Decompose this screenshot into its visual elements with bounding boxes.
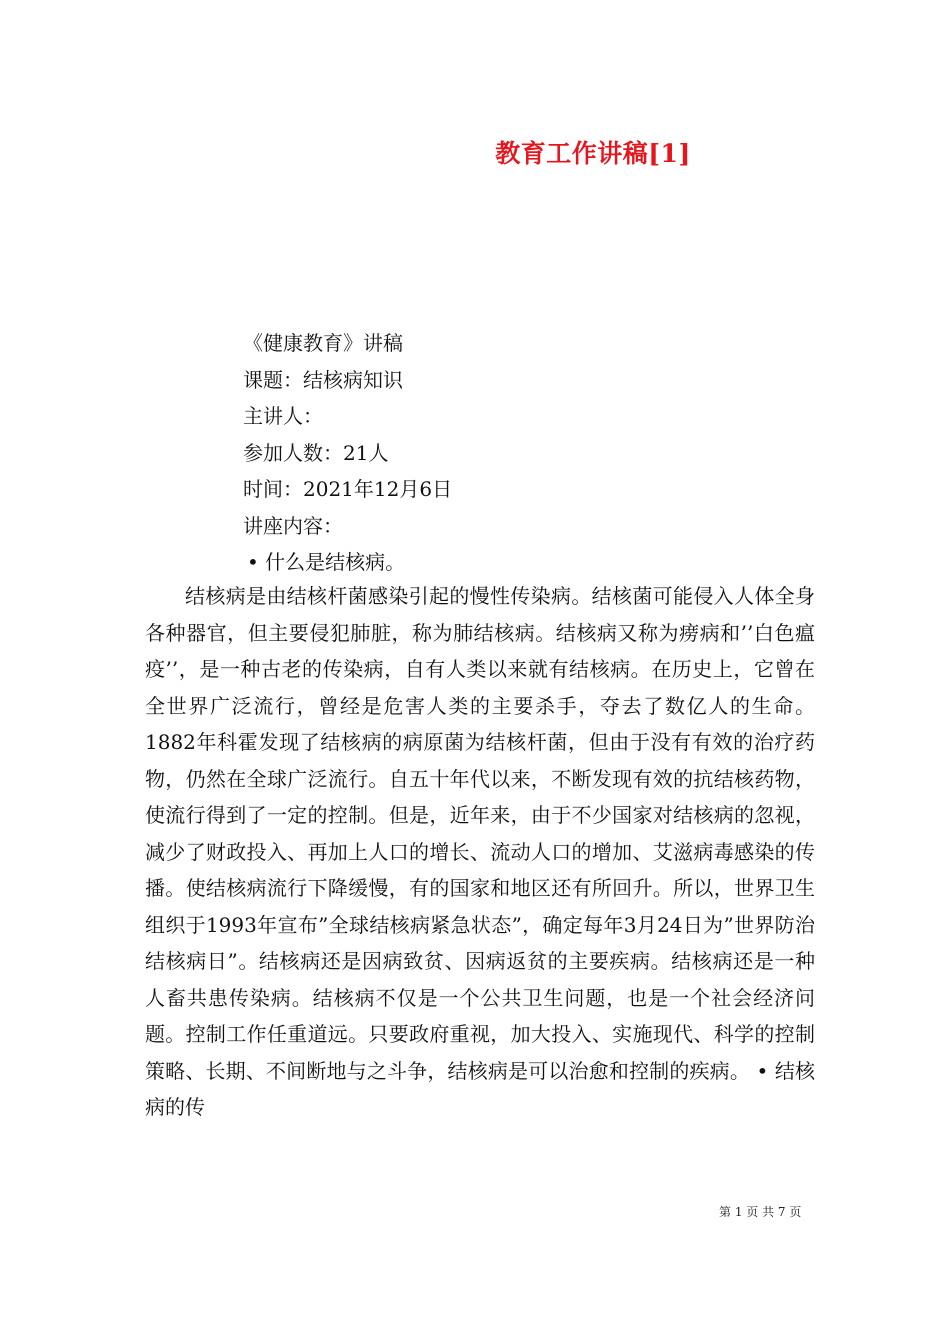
document-title: 教育工作讲稿[1] xyxy=(495,139,691,168)
attendees-line: 参加人数：21人 xyxy=(243,440,389,465)
speaker-line: 主讲人： xyxy=(243,404,323,428)
content-label: 讲座内容： xyxy=(243,513,343,538)
lecture-heading: 《健康教育》讲稿 xyxy=(243,331,403,355)
date-line: 时间：2021年12月6日 xyxy=(243,477,453,501)
section-bullet: • 什么是结核病。 xyxy=(247,550,406,574)
lecture-info xyxy=(243,325,452,581)
body-paragraph: 结核病是由结核杆菌感染引起的慢性传染病。结核菌可能侵入人体全身各种器官，但主要侵犯肺脏，称为肺结核病。结核病又称为痨病和’’白色瘟疫’’，是一种古老的传染病，自有人类以来就有结核病。在历史上，它曾在全世界广泛流行，曾经是危害人类的主要杀手，夺去了数亿人的生命。1882年科霍发现了结核病的病原菌为结核杆菌，但由于没有有效的治疗药物，仍然在全球广泛流行。自五十年代以来，不断发现有效的抗结核药物，使流行得到了一定的控制。但是，近年来，由于不少国家对结核病的忽视，减少了财政投入、再加上人口的增长、流动人口的增加、艾滋病毒感染的传播。使结核病流行下降缓慢，有的国家和地区还有所回升。所以，世界卫生组织于1993年宣布”全球结核病紧急状态”，确定每年3月24日为”世界防治结核病日”。结核病还是因病致贫、因病返贫的主要疾病。结核病还是一种人畜共患传染病。结核病不仅是一个公共卫生问题，也是一个社会经济问题。控制工作任重道远。只要政府重视，加大投入、实施现代、科学的控制策略、长期、不间断地与之斗争，结核病是可以治愈和控制的疾病。 • 结核病的传 xyxy=(145,584,815,1119)
topic-line: 课题：结核病知识 xyxy=(243,367,403,392)
page-footer: 第 1 页 共 7 页 xyxy=(719,1205,802,1219)
